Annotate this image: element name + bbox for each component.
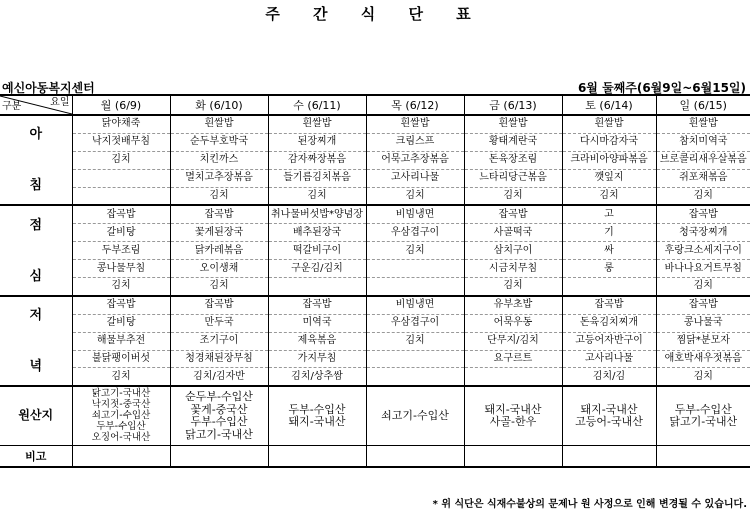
menu-cell: 김치 (72, 151, 170, 169)
menu-row (0, 151, 750, 169)
menu-row (0, 133, 750, 151)
menu-cell: 청경채된장무침 (170, 350, 268, 368)
menu-cell: 잡곡밥 (464, 205, 562, 223)
corner-label-category: 구분 (2, 102, 21, 112)
menu-cell: 단무지/김치 (464, 332, 562, 350)
menu-cell: 들기름김치볶음 (268, 169, 366, 187)
menu-cell: 조기구이 (170, 332, 268, 350)
meal-label-char: 녁 (29, 360, 42, 373)
menu-cell: 김치/상추쌈 (268, 368, 366, 386)
origin-item: 오징어-국내산 (73, 433, 170, 444)
day-header: 수 (6/11) (268, 95, 366, 115)
menu-cell: 깻잎지 (562, 169, 656, 187)
menu-cell: 김치 (464, 278, 562, 296)
menu-cell: 느타리당근볶음 (464, 169, 562, 187)
menu-cell: 잡곡밥 (656, 205, 750, 223)
menu-cell: 고사리나물 (366, 169, 464, 187)
origin-cell (464, 386, 562, 446)
menu-cell (366, 260, 464, 278)
menu-cell: 참치미역국 (656, 133, 750, 151)
header-corner (0, 95, 72, 115)
menu-cell: 감자짜장볶음 (268, 151, 366, 169)
menu-cell: 비빔냉면 (366, 296, 464, 314)
meal-label (0, 115, 72, 205)
menu-cell: 김치 (268, 187, 366, 205)
origin-cell (72, 386, 170, 446)
menu-cell: 후랑크소세지구이 (656, 242, 750, 260)
menu-cell: 애호박새우젓볶음 (656, 350, 750, 368)
menu-cell: 치킨까스 (170, 151, 268, 169)
origin-item: 두부-수입산 (73, 422, 170, 433)
menu-cell: 취나물버섯밥*양념장 (268, 205, 366, 223)
note-cell (656, 446, 750, 468)
origin-item: 쇠고기-수입산 (73, 411, 170, 422)
menu-cell: 잡곡밥 (656, 296, 750, 314)
footer-note: * 위 식단은 식재수불상의 문제나 원 사정으로 인해 변경될 수 있습니다. (433, 495, 747, 510)
menu-cell (366, 278, 464, 296)
origin-item: 돼지-국내산 (269, 416, 366, 429)
menu-cell: 김치 (562, 187, 656, 205)
menu-cell: 흰쌀밥 (562, 115, 656, 133)
day-header: 금 (6/13) (464, 95, 562, 115)
day-header: 일 (6/15) (656, 95, 750, 115)
menu-cell: 떡갈비구이 (268, 242, 366, 260)
corner-label-day: 요일 (50, 98, 69, 108)
note-row (0, 446, 750, 468)
week-range: 6월 둘째주(6월9일~6월15일) (578, 79, 746, 96)
menu-cell: 비빔냉면 (366, 205, 464, 223)
menu-cell: 해물부추전 (72, 332, 170, 350)
menu-cell: 바나나요거트무침 (656, 260, 750, 278)
menu-cell: 삼치구이 (464, 242, 562, 260)
origin-item: 돼지-국내산 (563, 404, 656, 417)
menu-row (0, 115, 750, 133)
menu-cell: 가지무침 (268, 350, 366, 368)
menu-cell: 배추된장국 (268, 224, 366, 242)
menu-cell: 된장찌개 (268, 133, 366, 151)
menu-row (0, 350, 750, 368)
menu-cell: 흰쌀밥 (656, 115, 750, 133)
menu-cell: 크림스프 (366, 133, 464, 151)
menu-cell: 다시마감자국 (562, 133, 656, 151)
menu-cell (562, 278, 656, 296)
origin-item: 낙지젓-중국산 (73, 400, 170, 411)
menu-row (0, 260, 750, 278)
menu-cell: 롱 (562, 260, 656, 278)
header-row (0, 95, 750, 115)
menu-cell: 고등어자반구이 (562, 332, 656, 350)
menu-cell: 순두부호박국 (170, 133, 268, 151)
menu-row (0, 296, 750, 314)
menu-row (0, 224, 750, 242)
menu-row (0, 205, 750, 223)
origin-cell (656, 386, 750, 446)
day-header: 화 (6/10) (170, 95, 268, 115)
origin-item: 두부-수입산 (171, 416, 268, 429)
menu-cell: 흰쌀밥 (464, 115, 562, 133)
menu-cell: 돈육장조림 (464, 151, 562, 169)
menu-cell: 구운김/김치 (268, 260, 366, 278)
menu-row (0, 169, 750, 187)
menu-cell: 흰쌀밥 (268, 115, 366, 133)
origin-item: 닭고기-국내산 (73, 389, 170, 400)
menu-cell: 김치 (464, 187, 562, 205)
menu-cell: 잡곡밥 (72, 205, 170, 223)
menu-cell: 오이생채 (170, 260, 268, 278)
origin-item: 순두부-수입산 (171, 391, 268, 404)
menu-cell: 김치 (72, 278, 170, 296)
menu-cell: 닭야채죽 (72, 115, 170, 133)
note-label: 비고 (0, 446, 72, 468)
note-cell (464, 446, 562, 468)
origin-item: 꽃게-중국산 (171, 404, 268, 417)
menu-cell: 고 (562, 205, 656, 223)
menu-cell: 흰쌀밥 (170, 115, 268, 133)
menu-row (0, 368, 750, 386)
menu-cell: 미역국 (268, 314, 366, 332)
menu-cell: 김치 (366, 187, 464, 205)
menu-cell: 콩나물무침 (72, 260, 170, 278)
meal-label-char: 점 (29, 219, 42, 232)
origin-cell (268, 386, 366, 446)
menu-cell: 찜닭*분모자 (656, 332, 750, 350)
origin-row (0, 386, 750, 446)
menu-cell: 고사리나물 (562, 350, 656, 368)
organization-name: 예신아동복지센터 (2, 79, 95, 96)
meal-label (0, 296, 72, 386)
menu-cell: 싸 (562, 242, 656, 260)
note-cell (170, 446, 268, 468)
page-title: 주 간 식 단 표 (0, 3, 750, 24)
menu-row (0, 278, 750, 296)
menu-cell: 흰쌀밥 (366, 115, 464, 133)
meal-label-char: 침 (29, 179, 42, 192)
menu-cell: 어묵고추장볶음 (366, 151, 464, 169)
origin-item: 사골-한우 (465, 416, 562, 429)
menu-cell: 불닭팽이버섯 (72, 350, 170, 368)
origin-item: 두부-수입산 (269, 404, 366, 417)
menu-cell (268, 278, 366, 296)
menu-cell: 브로콜리새우살볶음 (656, 151, 750, 169)
menu-row (0, 332, 750, 350)
menu-cell: 두부조림 (72, 242, 170, 260)
menu-cell: 청국장찌개 (656, 224, 750, 242)
menu-cell: 낙지젓배무침 (72, 133, 170, 151)
menu-cell: 우삼겹구이 (366, 314, 464, 332)
menu-cell: 잡곡밥 (268, 296, 366, 314)
menu-cell: 김치 (656, 187, 750, 205)
menu-cell: 크라비아양파볶음 (562, 151, 656, 169)
menu-cell: 잡곡밥 (170, 296, 268, 314)
menu-cell: 김치 (656, 368, 750, 386)
menu-cell: 사골떡국 (464, 224, 562, 242)
origin-item: 닭고기-국내산 (171, 429, 268, 442)
menu-cell: 멸치고추장볶음 (170, 169, 268, 187)
menu-cell: 김치 (366, 332, 464, 350)
menu-cell (366, 350, 464, 368)
menu-cell: 황태계란국 (464, 133, 562, 151)
menu-cell: 유부초밥 (464, 296, 562, 314)
menu-cell: 김치 (170, 278, 268, 296)
menu-cell (72, 169, 170, 187)
menu-cell: 만두국 (170, 314, 268, 332)
menu-cell: 김치 (656, 278, 750, 296)
menu-cell: 어묵우동 (464, 314, 562, 332)
menu-cell: 제육볶음 (268, 332, 366, 350)
note-cell (366, 446, 464, 468)
weekly-menu-table (0, 94, 750, 468)
menu-cell: 김치 (170, 187, 268, 205)
menu-cell: 김치/김 (562, 368, 656, 386)
menu-cell: 콩나물국 (656, 314, 750, 332)
note-cell (72, 446, 170, 468)
menu-cell: 김치/김자반 (170, 368, 268, 386)
menu-cell: 기 (562, 224, 656, 242)
menu-cell: 잡곡밥 (72, 296, 170, 314)
menu-cell: 시금치무침 (464, 260, 562, 278)
menu-cell: 김치 (72, 368, 170, 386)
meal-label-char: 저 (29, 309, 42, 322)
origin-cell (170, 386, 268, 446)
menu-row (0, 187, 750, 205)
origin-label: 원산지 (0, 386, 72, 446)
day-header: 목 (6/12) (366, 95, 464, 115)
day-header: 월 (6/9) (72, 95, 170, 115)
menu-cell (464, 368, 562, 386)
meal-label (0, 205, 72, 295)
meal-label-char: 아 (29, 128, 42, 141)
origin-cell (562, 386, 656, 446)
menu-cell: 꽃게된장국 (170, 224, 268, 242)
origin-item: 고등어-국내산 (563, 416, 656, 429)
origin-cell (366, 386, 464, 446)
menu-cell (366, 368, 464, 386)
menu-cell: 갈비탕 (72, 314, 170, 332)
menu-cell: 돈육김치찌개 (562, 314, 656, 332)
origin-item: 돼지-국내산 (465, 404, 562, 417)
menu-row (0, 242, 750, 260)
menu-cell: 요구르트 (464, 350, 562, 368)
menu-cell: 쥐포채볶음 (656, 169, 750, 187)
menu-row (0, 314, 750, 332)
origin-item: 닭고기-국내산 (657, 416, 750, 429)
menu-cell: 김치 (366, 242, 464, 260)
menu-cell (72, 187, 170, 205)
menu-cell: 잡곡밥 (170, 205, 268, 223)
menu-cell: 닭카레볶음 (170, 242, 268, 260)
origin-item: 두부-수입산 (657, 404, 750, 417)
menu-cell: 우삼겹구이 (366, 224, 464, 242)
day-header: 토 (6/14) (562, 95, 656, 115)
note-cell (268, 446, 366, 468)
meal-label-char: 심 (29, 270, 42, 283)
note-cell (562, 446, 656, 468)
menu-body (0, 115, 750, 467)
menu-cell: 갈비탕 (72, 224, 170, 242)
origin-item: 쇠고기-수입산 (367, 410, 464, 423)
menu-cell: 잡곡밥 (562, 296, 656, 314)
